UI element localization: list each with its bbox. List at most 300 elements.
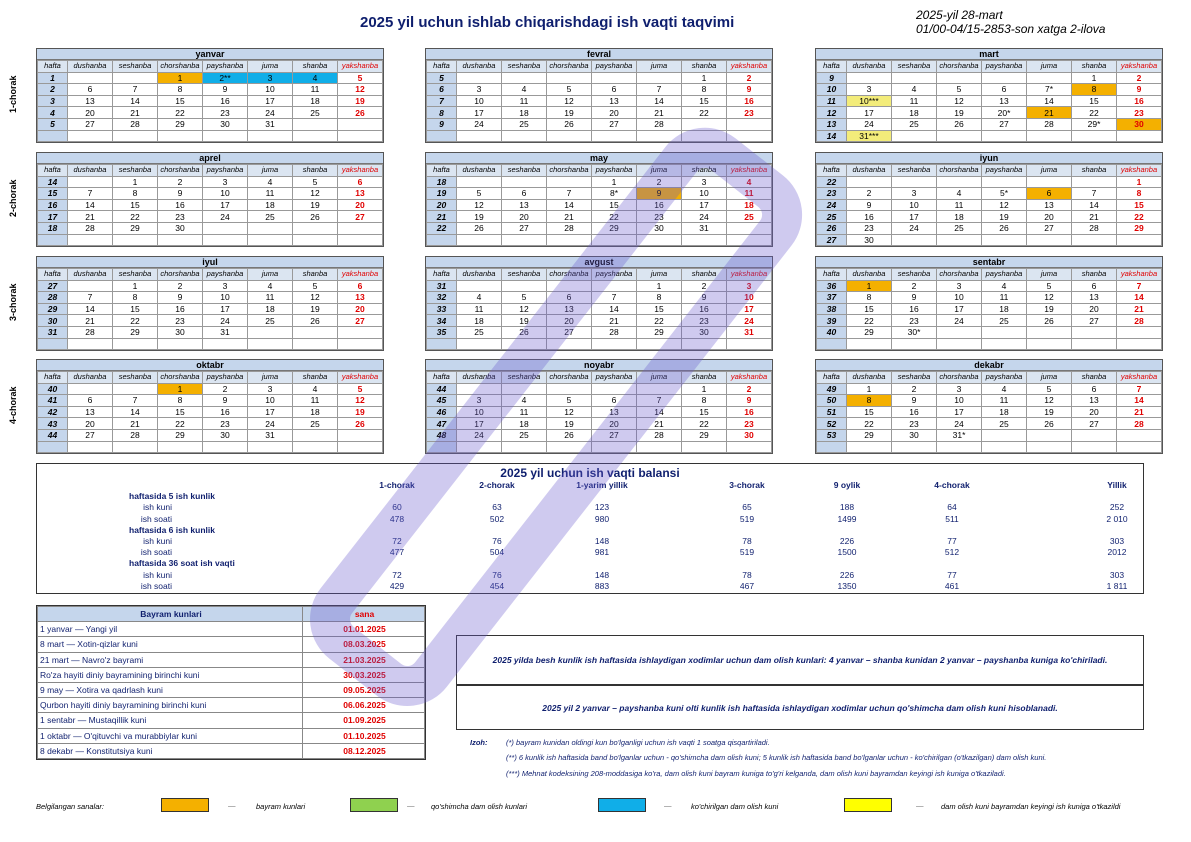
legend-dash: — (228, 801, 236, 810)
day-cell (682, 234, 727, 246)
day-cell: 27 (1072, 315, 1117, 327)
weekday-header: yakshanba (1117, 61, 1162, 73)
month-name: iyun (816, 153, 1162, 164)
day-cell: 14 (592, 303, 637, 315)
week-number: 35 (427, 326, 457, 338)
day-cell: 4 (937, 188, 982, 200)
weekday-header: juma (637, 372, 682, 384)
day-cell: 7 (1117, 383, 1162, 395)
day-cell (592, 280, 637, 292)
day-cell: 3 (248, 72, 293, 84)
balance-row (37, 536, 1143, 547)
day-cell: 24 (847, 118, 892, 130)
week-number: 27 (38, 280, 68, 292)
weekday-header: chorshanba (937, 269, 982, 281)
weekday-header: shanba (1072, 61, 1117, 73)
day-cell: 6 (547, 292, 592, 304)
day-cell (293, 222, 338, 234)
legend-swatch (350, 798, 398, 812)
day-cell: 28 (1072, 222, 1117, 234)
weekday-header: chorshanba (547, 372, 592, 384)
day-cell: 5 (1027, 383, 1072, 395)
weekday-header: seshanba (892, 61, 937, 73)
weekday-header: yakshanba (727, 372, 772, 384)
month-calendar (425, 359, 773, 454)
holiday-row (38, 728, 425, 743)
holiday-row (38, 622, 425, 637)
week-number: 33 (427, 303, 457, 315)
day-cell: 21 (68, 211, 113, 223)
weekday-header: payshanba (982, 61, 1027, 73)
day-cell (248, 441, 293, 453)
day-cell: 16 (727, 406, 772, 418)
day-cell: 9 (203, 395, 248, 407)
day-cell: 16 (203, 95, 248, 107)
month-name: sentabr (816, 257, 1162, 268)
balance-value: 60 (392, 502, 402, 513)
day-cell: 9 (682, 292, 727, 304)
week-number: 4 (38, 107, 68, 119)
month-name: may (426, 153, 772, 164)
day-cell (892, 441, 937, 453)
day-cell: 14 (68, 199, 113, 211)
week-number (427, 338, 457, 350)
day-cell: 24 (727, 315, 772, 327)
month-calendar (815, 256, 1163, 351)
balance-row (37, 514, 1143, 525)
week-number: 14 (817, 130, 847, 142)
day-cell: 12 (982, 199, 1027, 211)
weekday-header: yakshanba (727, 165, 772, 177)
day-cell: 30 (1117, 118, 1162, 130)
day-cell (1072, 338, 1117, 350)
day-cell: 30 (727, 429, 772, 441)
week-number: 6 (427, 84, 457, 96)
day-cell (682, 118, 727, 130)
day-cell: 27 (338, 315, 383, 327)
day-cell: 25 (502, 118, 547, 130)
day-cell: 23 (892, 315, 937, 327)
day-cell: 8 (1072, 84, 1117, 96)
day-cell (203, 338, 248, 350)
day-cell (457, 441, 502, 453)
day-cell: 21 (547, 211, 592, 223)
weekday-header: shanba (682, 269, 727, 281)
week-number: 38 (817, 303, 847, 315)
day-cell: 7 (637, 84, 682, 96)
day-cell: 13 (68, 406, 113, 418)
balance-value: 303 (1109, 569, 1125, 580)
day-cell (502, 338, 547, 350)
weekday-header: dushanba (457, 269, 502, 281)
day-cell: 2 (158, 280, 203, 292)
day-cell (727, 234, 772, 246)
weekday-header: juma (637, 165, 682, 177)
day-cell: 26 (1027, 315, 1072, 327)
legend-text: qo'shimcha dam olish kunlari (431, 802, 528, 811)
holiday-name: 1 yanvar — Yangi yil (38, 622, 303, 637)
day-cell (158, 130, 203, 142)
day-cell: 24 (937, 418, 982, 430)
weekday-header: seshanba (113, 165, 158, 177)
day-cell: 18 (293, 95, 338, 107)
day-cell: 26 (338, 107, 383, 119)
weekday-header: payshanba (592, 61, 637, 73)
day-cell (158, 234, 203, 246)
holiday-name: 9 may — Xotira va qadrlash kuni (38, 682, 303, 697)
day-cell (293, 429, 338, 441)
month-name: avgust (426, 257, 772, 268)
day-cell: 25 (892, 118, 937, 130)
day-cell (1117, 326, 1162, 338)
weekday-header: chorshanba (937, 61, 982, 73)
day-cell: 2 (892, 383, 937, 395)
day-cell: 7 (547, 188, 592, 200)
week-number: 53 (817, 429, 847, 441)
day-cell: 4 (293, 383, 338, 395)
day-cell: 23 (203, 107, 248, 119)
day-cell: 11 (457, 303, 502, 315)
day-cell: 15 (637, 303, 682, 315)
day-cell: 1 (682, 383, 727, 395)
day-cell (1027, 130, 1072, 142)
day-cell: 16 (682, 303, 727, 315)
day-cell: 28 (113, 118, 158, 130)
holiday-name: 1 oktabr — O'qituvchi va murabbiylar kuni (38, 728, 303, 743)
day-cell: 22 (637, 315, 682, 327)
day-cell: 22 (682, 107, 727, 119)
day-cell: 1 (592, 176, 637, 188)
weekday-header: shanba (682, 61, 727, 73)
week-number: 40 (38, 383, 68, 395)
day-cell: 11 (892, 95, 937, 107)
holiday-name: 8 dekabr — Konstitutsiya kuni (38, 743, 303, 758)
week-header: hafta (427, 61, 457, 73)
day-cell: 11 (982, 292, 1027, 304)
day-cell: 17 (682, 199, 727, 211)
week-number: 39 (817, 315, 847, 327)
balance-row-label: ish kuni (143, 502, 172, 513)
day-cell: 30 (203, 118, 248, 130)
week-number (38, 234, 68, 246)
week-header: hafta (427, 372, 457, 384)
day-cell: 26 (293, 315, 338, 327)
balance-value: 519 (739, 547, 755, 558)
day-cell (293, 234, 338, 246)
week-header: hafta (817, 165, 847, 177)
day-cell (248, 338, 293, 350)
weekday-header: chorshanba (937, 372, 982, 384)
day-cell: 13 (1027, 199, 1072, 211)
balance-value: 504 (489, 547, 505, 558)
holidays-header-name: Bayram kunlari (38, 607, 303, 622)
week-number: 18 (427, 176, 457, 188)
day-cell: 15 (1117, 199, 1162, 211)
day-cell: 3 (457, 84, 502, 96)
day-cell: 6 (68, 395, 113, 407)
day-cell: 10 (727, 292, 772, 304)
day-cell: 12 (338, 395, 383, 407)
weekday-header: yakshanba (1117, 269, 1162, 281)
week-number (38, 338, 68, 350)
day-cell (1027, 429, 1072, 441)
day-cell: 15 (113, 303, 158, 315)
day-cell (682, 130, 727, 142)
holiday-row (38, 713, 425, 728)
legend-text: dam olish kuni bayramdan keyingi ish kuniga o'tkazildi (941, 802, 1121, 811)
day-cell: 19 (457, 211, 502, 223)
day-cell (1027, 326, 1072, 338)
day-cell: 9 (892, 292, 937, 304)
day-cell: 1 (158, 383, 203, 395)
week-number (427, 234, 457, 246)
day-cell (1117, 338, 1162, 350)
day-cell: 18 (727, 199, 772, 211)
weekday-header: juma (248, 165, 293, 177)
footnote: (*) bayram kunidan oldingi kun bo'lganligi uchun ish vaqti 1 soatga qisqartiriladi. (506, 738, 770, 747)
weekday-header: payshanba (592, 165, 637, 177)
day-cell: 1 (847, 280, 892, 292)
day-cell: 25 (293, 418, 338, 430)
balance-value: 148 (594, 569, 610, 580)
day-cell: 17 (248, 95, 293, 107)
day-cell: 15 (682, 406, 727, 418)
balance-value: 76 (492, 535, 502, 546)
week-header: hafta (38, 61, 68, 73)
day-cell: 21 (637, 107, 682, 119)
day-cell: 16 (637, 199, 682, 211)
day-cell (727, 130, 772, 142)
day-cell: 20 (68, 418, 113, 430)
day-cell (547, 234, 592, 246)
day-cell: 31 (248, 118, 293, 130)
month-calendar (815, 48, 1163, 143)
holiday-date: 08.03.2025 (303, 637, 425, 652)
day-cell: 14 (1117, 395, 1162, 407)
week-number: 9 (427, 118, 457, 130)
weekday-header: shanba (1072, 372, 1117, 384)
day-cell: 8 (847, 395, 892, 407)
day-cell: 19 (982, 211, 1027, 223)
day-cell (637, 441, 682, 453)
day-cell: 5 (293, 280, 338, 292)
week-number: 32 (427, 292, 457, 304)
day-cell: 18 (248, 303, 293, 315)
week-number: 44 (427, 383, 457, 395)
holiday-name: 21 mart — Navro'z bayrami (38, 652, 303, 667)
day-cell (727, 118, 772, 130)
balance-column-header: 4-chorak (934, 480, 970, 490)
week-number: 26 (817, 222, 847, 234)
day-cell: 6 (592, 395, 637, 407)
balance-value: 123 (594, 502, 610, 513)
day-cell: 1 (1072, 72, 1117, 84)
day-cell (1027, 72, 1072, 84)
day-cell: 8 (113, 292, 158, 304)
day-cell: 13 (68, 95, 113, 107)
balance-value: 477 (389, 547, 405, 558)
day-cell: 7 (637, 395, 682, 407)
balance-value: 77 (947, 569, 957, 580)
holiday-date: 01.09.2025 (303, 713, 425, 728)
day-cell: 14 (547, 199, 592, 211)
day-cell (1027, 176, 1072, 188)
day-cell: 26 (502, 326, 547, 338)
day-cell: 13 (1072, 395, 1117, 407)
day-cell: 30 (847, 234, 892, 246)
day-cell: 14 (113, 95, 158, 107)
week-number: 52 (817, 418, 847, 430)
balance-value: 511 (945, 513, 959, 524)
day-cell: 3 (248, 383, 293, 395)
day-cell: 25 (248, 315, 293, 327)
day-cell: 24 (248, 107, 293, 119)
holidays-header-date: sana (303, 607, 425, 622)
day-cell (1117, 130, 1162, 142)
balance-value: 519 (739, 513, 755, 524)
weekday-header: shanba (1072, 165, 1117, 177)
day-cell (727, 222, 772, 234)
day-cell: 20* (982, 107, 1027, 119)
day-cell: 24 (457, 429, 502, 441)
day-cell: 22 (1117, 211, 1162, 223)
day-cell: 3 (457, 395, 502, 407)
day-cell (68, 130, 113, 142)
day-cell: 19 (338, 406, 383, 418)
week-number: 21 (427, 211, 457, 223)
weekday-header: seshanba (113, 61, 158, 73)
day-cell: 24 (203, 315, 248, 327)
week-number (817, 441, 847, 453)
day-cell: 9 (203, 84, 248, 96)
day-cell: 3 (937, 383, 982, 395)
day-cell: 18 (502, 107, 547, 119)
work-time-balance (36, 463, 1144, 594)
day-cell: 2 (847, 188, 892, 200)
balance-value: 78 (742, 569, 752, 580)
day-cell (547, 383, 592, 395)
day-cell (1072, 130, 1117, 142)
month-calendar (36, 48, 384, 143)
week-number: 29 (38, 303, 68, 315)
weekday-header: yakshanba (727, 61, 772, 73)
day-cell: 1 (158, 72, 203, 84)
day-cell (293, 118, 338, 130)
day-cell (847, 176, 892, 188)
day-cell: 15 (592, 199, 637, 211)
week-number: 47 (427, 418, 457, 430)
balance-value: 252 (1109, 502, 1125, 513)
quarter-label: 1-chorak (8, 75, 18, 113)
balance-row (37, 547, 1143, 558)
balance-section (37, 525, 1143, 536)
day-cell: 26 (937, 118, 982, 130)
day-cell: 1 (113, 176, 158, 188)
legend-dash: — (916, 801, 924, 810)
balance-value: 226 (839, 535, 855, 546)
weekday-header: yakshanba (1117, 372, 1162, 384)
day-cell: 2 (1117, 72, 1162, 84)
day-cell: 3 (727, 280, 772, 292)
footnote: (***) Mehnat kodeksining 208-moddasiga ko'ra, dam olish kuni bayram kuniga to'g'ri kelganda, dam olish kuni bayramdan keyingi ish kuniga o'tkaziladi. (506, 769, 1006, 778)
week-header: hafta (38, 269, 68, 281)
day-cell: 21 (1117, 303, 1162, 315)
legend-swatch (161, 798, 209, 812)
day-cell: 25 (293, 107, 338, 119)
day-cell (457, 72, 502, 84)
day-cell (892, 130, 937, 142)
week-number: 9 (817, 72, 847, 84)
day-cell: 23 (682, 315, 727, 327)
day-cell: 4 (892, 84, 937, 96)
day-cell: 2 (727, 383, 772, 395)
day-cell (293, 441, 338, 453)
day-cell (68, 383, 113, 395)
week-number: 36 (817, 280, 847, 292)
day-cell: 2 (682, 280, 727, 292)
day-cell (727, 338, 772, 350)
balance-row-label: ish soati (140, 547, 172, 558)
day-cell: 6 (338, 176, 383, 188)
balance-value: 64 (947, 502, 957, 513)
day-cell: 29 (158, 118, 203, 130)
day-cell: 21 (637, 418, 682, 430)
day-cell (113, 383, 158, 395)
weekday-header: dushanba (457, 165, 502, 177)
day-cell: 17 (457, 107, 502, 119)
day-cell: 9 (637, 188, 682, 200)
day-cell (937, 326, 982, 338)
week-number (38, 130, 68, 142)
day-cell: 12 (338, 84, 383, 96)
day-cell: 23 (203, 418, 248, 430)
day-cell (937, 234, 982, 246)
day-cell (68, 338, 113, 350)
day-cell (68, 280, 113, 292)
day-cell: 27 (502, 222, 547, 234)
weekday-header: juma (248, 269, 293, 281)
day-cell: 9 (727, 395, 772, 407)
legend-swatch (844, 798, 892, 812)
week-number: 30 (38, 315, 68, 327)
day-cell: 6 (502, 188, 547, 200)
day-cell: 11 (248, 188, 293, 200)
day-cell: 1 (682, 72, 727, 84)
week-number: 31 (427, 280, 457, 292)
day-cell: 21 (113, 107, 158, 119)
day-cell: 19 (293, 303, 338, 315)
day-cell: 13 (592, 406, 637, 418)
day-cell: 21 (1027, 107, 1072, 119)
day-cell (1117, 441, 1162, 453)
balance-value: 883 (594, 580, 610, 591)
day-cell (203, 441, 248, 453)
weekday-header: seshanba (892, 269, 937, 281)
day-cell (682, 441, 727, 453)
day-cell: 5 (1027, 280, 1072, 292)
day-cell (113, 234, 158, 246)
balance-value: 502 (489, 513, 505, 524)
balance-value: 2 010 (1106, 513, 1128, 524)
day-cell (338, 222, 383, 234)
balance-section-label: haftasida 6 ish kunlik (129, 524, 215, 535)
balance-value: 478 (389, 513, 405, 524)
day-cell: 12 (937, 95, 982, 107)
week-number: 5 (427, 72, 457, 84)
day-cell (338, 118, 383, 130)
weekday-header: payshanba (592, 372, 637, 384)
day-cell: 25 (937, 222, 982, 234)
